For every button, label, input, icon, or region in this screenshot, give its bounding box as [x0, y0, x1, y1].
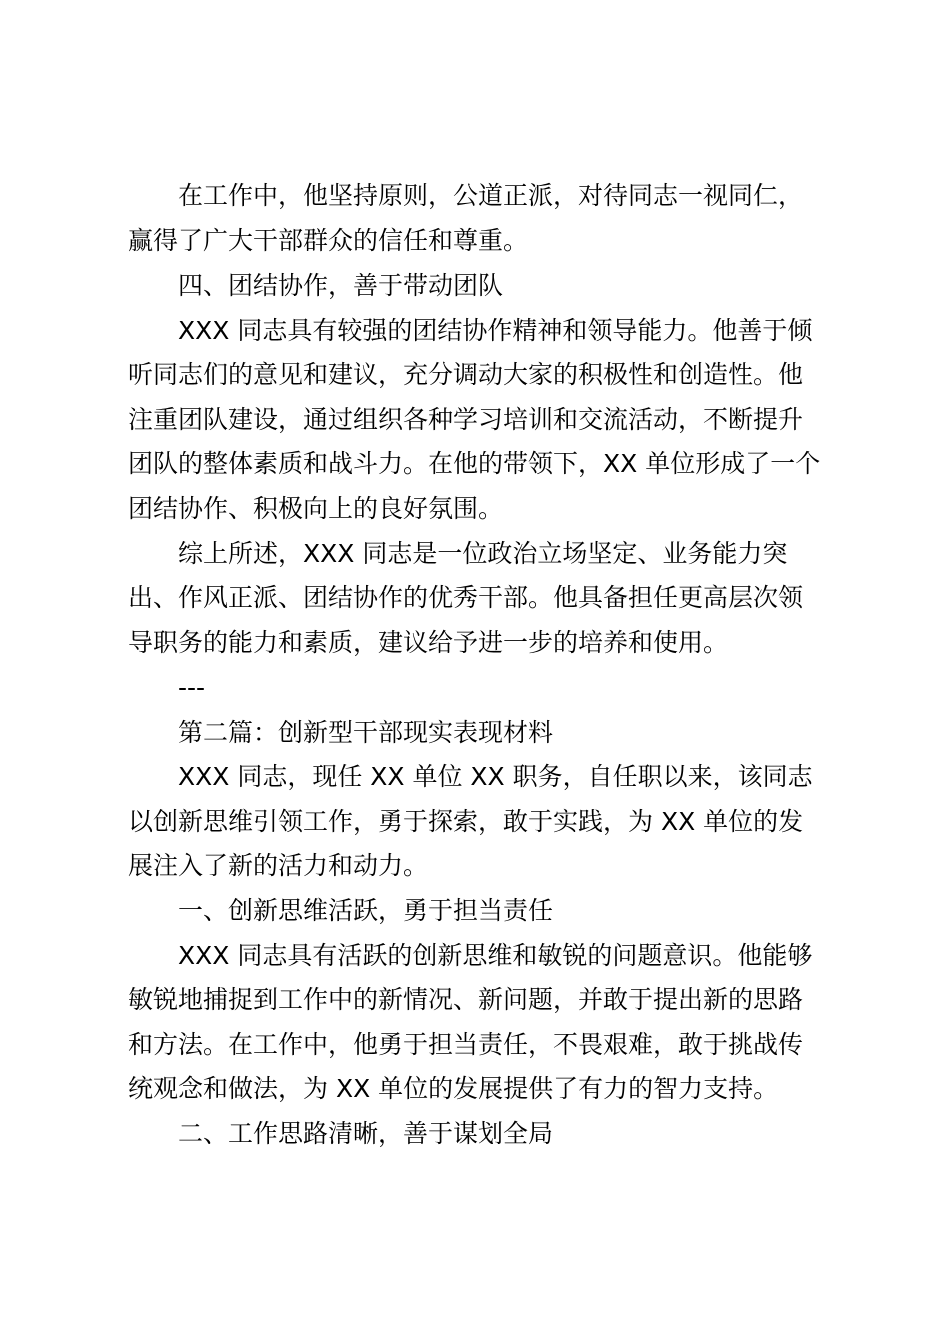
- text-line: 团队的整体素质和战斗力。在他的带领下，XX 单位形成了一个: [128, 449, 821, 478]
- separator: ---: [178, 673, 206, 702]
- text-line: XXX 同志，现任 XX 单位 XX 职务，自任职以来，该同志: [178, 762, 813, 791]
- text-line: 在工作中，他坚持原则，公道正派，对待同志一视同仁，: [178, 181, 804, 210]
- text-line: 和方法。在工作中，他勇于担当责任，不畏艰难，敢于挑战传: [128, 1030, 804, 1059]
- text-line: 赢得了广大干部群众的信任和尊重。: [128, 226, 529, 255]
- text-line: 统观念和做法，为 XX 单位的发展提供了有力的智力支持。: [128, 1074, 779, 1103]
- text-line: 导职务的能力和素质，建议给予进一步的培养和使用。: [128, 628, 729, 657]
- article-title: 第二篇：创新型干部现实表现材料: [178, 718, 554, 747]
- text-line: 出、作风正派、团结协作的优秀干部。他具备担任更高层次领: [128, 583, 804, 612]
- section-heading: 二、工作思路清晰，善于谋划全局: [178, 1119, 554, 1148]
- text-line: 展注入了新的活力和动力。: [128, 851, 429, 880]
- text-line: 听同志们的意见和建议，充分调动大家的积极性和创造性。他: [128, 360, 804, 389]
- text-line: 敏锐地捕捉到工作中的新情况、新问题，并敢于提出新的思路: [128, 985, 804, 1014]
- section-heading: 一、创新思维活跃，勇于担当责任: [178, 896, 554, 925]
- text-line: 以创新思维引领工作，勇于探索，敢于实践，为 XX 单位的发: [128, 807, 804, 836]
- text-line: 综上所述，XXX 同志是一位政治立场坚定、业务能力突: [178, 539, 788, 568]
- section-heading: 四、团结协作，善于带动团队: [178, 271, 504, 300]
- text-line: XXX 同志具有活跃的创新思维和敏锐的问题意识。他能够: [178, 941, 813, 970]
- text-line: 注重团队建设，通过组织各种学习培训和交流活动，不断提升: [128, 405, 804, 434]
- text-line: 团结协作、积极向上的良好氛围。: [128, 494, 504, 523]
- text-line: XXX 同志具有较强的团结协作精神和领导能力。他善于倾: [178, 316, 813, 345]
